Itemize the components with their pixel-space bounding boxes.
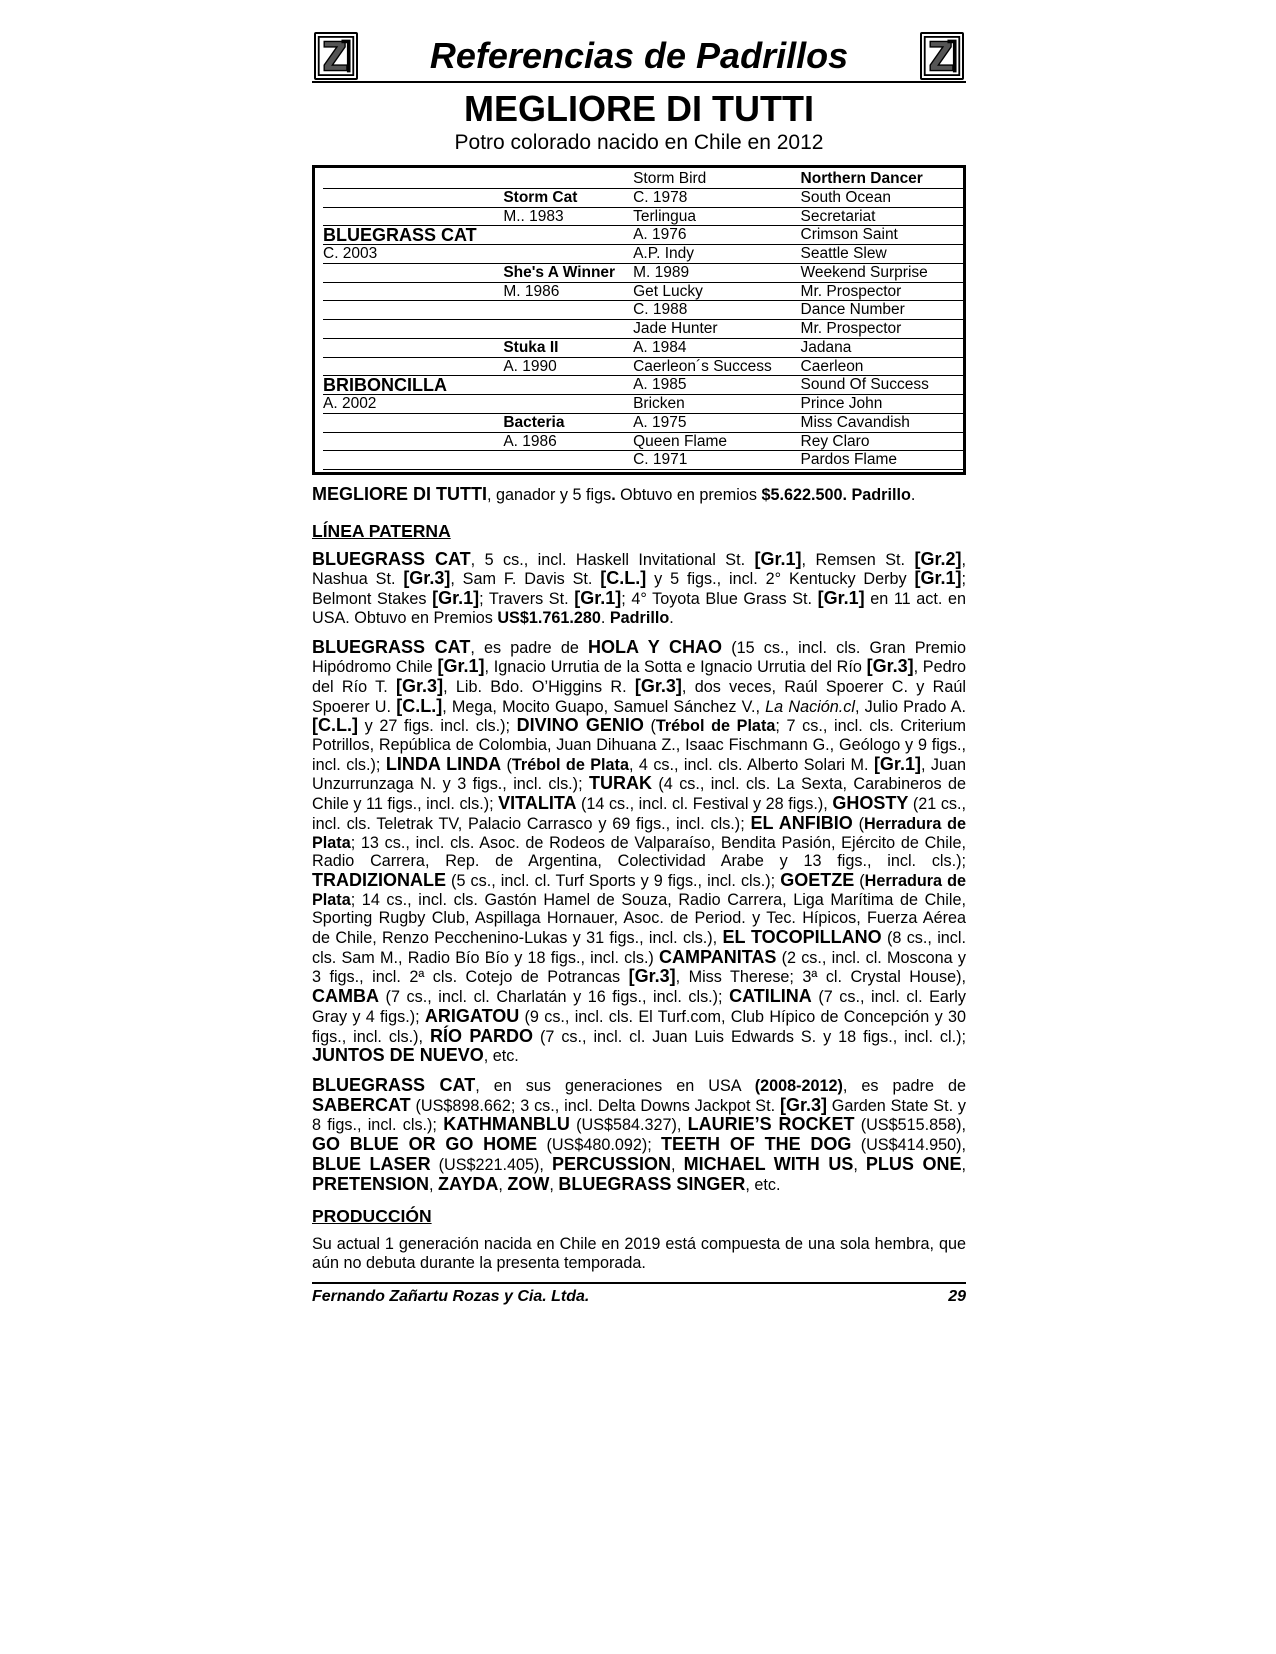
text: ; Belmont Stakes [312, 570, 966, 609]
pedigree-row [323, 245, 963, 264]
pedigree-cell [323, 339, 503, 358]
text: en 11 act. en USA. Obtuvo en Premios [312, 590, 966, 627]
pedigree-row [323, 301, 963, 320]
offspring-name: BLUEGRASS CAT [312, 636, 471, 657]
summary-text: , ganador y 5 figs [487, 486, 612, 504]
offspring-name: EL TOCOPILLANO [722, 927, 882, 948]
page-header [312, 30, 966, 86]
text: , etc. [745, 1175, 781, 1194]
pedigree-cell [323, 414, 503, 433]
pedigree-cell: BRIBONCILLA [323, 376, 503, 395]
pedigree-cell: Mr. Prospector [801, 320, 963, 339]
pedigree-cell [323, 320, 503, 339]
pedigree-row [323, 395, 963, 414]
text: ( [501, 755, 512, 774]
text: (15 cs., incl. cls. Gran Premio Hipódromo Chile [312, 638, 966, 677]
paternal-paragraph-2 [312, 638, 966, 1066]
pedigree-cell: M.. 1983 [503, 208, 633, 227]
text: , Mega, Mocito Guapo, Samuel Sánchez V., [442, 697, 766, 716]
bold-text: Herradura de Plata [312, 814, 967, 852]
pedigree-cell: Weekend Surprise [801, 264, 963, 283]
text: , dos veces, Raúl Spoerer C. y Raúl Spoerer U. [312, 677, 966, 716]
offspring-name: MICHAEL WITH US [683, 1153, 854, 1174]
pedigree-cell: A. 1986 [503, 433, 633, 452]
pedigree-cell [323, 189, 503, 208]
pedigree-cell [323, 208, 503, 227]
text: . [669, 608, 674, 627]
pedigree-cell: M. 1989 [633, 264, 800, 283]
offspring-name: TEETH OF THE DOG [661, 1134, 852, 1155]
paternal-paragraph-1 [312, 550, 966, 628]
pedigree-cell: Storm Cat [503, 189, 633, 208]
offspring-name: PERCUSSION [551, 1153, 672, 1174]
pedigree-row [323, 414, 963, 433]
offspring-name: PRETENSION [312, 1173, 430, 1194]
offspring-name: GHOSTY [832, 793, 909, 814]
pedigree-cell: A.P. Indy [633, 245, 800, 264]
text: (US$221.405), [430, 1155, 552, 1174]
offspring-name: PLUS ONE [865, 1153, 962, 1174]
pedigree-row [323, 264, 963, 283]
grade-badge: [Gr.1] [914, 568, 962, 589]
text: ( [643, 717, 656, 736]
offspring-name: EL ANFIBIO [750, 812, 853, 833]
text: Garden State St. y 8 figs., incl. cls.); [312, 1096, 967, 1135]
pedigree-cell: A. 2002 [323, 395, 503, 414]
text: , es padre de [470, 638, 589, 657]
summary-amount: $5.622.500. Padrillo [761, 486, 911, 504]
pedigree-cell: South Ocean [801, 189, 963, 208]
text: , Lib. Bdo. O’Higgins R. [443, 677, 635, 696]
pedigree-cell: A. 1990 [503, 358, 633, 377]
pedigree-cell: Pardos Flame [801, 451, 963, 470]
pedigree-cell [503, 170, 633, 189]
grade-badge: [Gr.3] [634, 675, 682, 696]
pedigree-cell: Bacteria [503, 414, 633, 433]
text: , Juan Unzurrunzaga N. y 3 figs., incl. cls.); [312, 755, 966, 794]
pedigree-cell: Terlingua [633, 208, 800, 227]
pedigree-cell [503, 245, 633, 264]
pedigree-cell: C. 1978 [633, 189, 800, 208]
grade-badge: [Gr.3] [628, 966, 676, 987]
pedigree-cell: Jade Hunter [633, 320, 800, 339]
offspring-name: TRADIZIONALE [312, 869, 446, 890]
pedigree-row [323, 320, 963, 339]
offspring-name: JUNTOS DE NUEVO [312, 1045, 484, 1066]
text: ; 14 cs., incl. cls. Gastón Hamel de Souza, Radio Carrera, Liga Marítima de Chile, Sporting Rugby Club, Aspillaga Hornauer, Asoc. de Period. y Tec. Hípicos, Fuerza Aérea de Chile, Renzo Pecchenino-Lukas y 31 figs., incl. cls.), [312, 890, 966, 948]
text: (14 cs., incl. cl. Festival y 28 figs.), [576, 795, 833, 814]
offspring-name: KATHMANBLU [443, 1114, 570, 1135]
grade-badge: [Gr.3] [403, 568, 451, 589]
pedigree-cell: Miss Cavandish [801, 414, 963, 433]
text: , Nashua St. [312, 550, 966, 589]
text: , [498, 1175, 508, 1194]
bold-text: Herradura de Plata [312, 871, 966, 909]
italic-text: La Nación.cl [765, 697, 855, 716]
header-title: Referencias de Padrillos [429, 35, 849, 76]
offspring-name: ZAYDA [438, 1173, 499, 1194]
section-heading-production: PRODUCCIÓN [312, 1206, 432, 1227]
pedigree-cell: Bricken [633, 395, 800, 414]
text: , en sus generaciones en USA [475, 1076, 755, 1095]
text: , etc. [483, 1047, 519, 1066]
offspring-name: GO BLUE OR GO HOME [312, 1134, 538, 1155]
offspring-name: VITALITA [498, 793, 577, 814]
pedigree-row [323, 283, 963, 302]
page-number: 29 [948, 1287, 966, 1305]
text: ; 13 cs., incl. cls. Asoc. de Rodeos de Valparaíso, Bendita Pasión, Ejército de Chile, Radio Carrera, Rep. de Argentina, Colectividad Arabe y 13 figs., incl. cls.); [312, 833, 966, 871]
pedigree-cell: She's A Winner [503, 264, 633, 283]
pedigree-cell [503, 395, 633, 414]
logo-icon [920, 32, 964, 80]
offspring-name: BLUEGRASS SINGER [558, 1173, 746, 1194]
grade-badge: [Gr.1] [437, 656, 485, 677]
pedigree-cell: Jadana [801, 339, 963, 358]
status-label: Padrillo [609, 608, 670, 627]
pedigree-row [323, 451, 963, 470]
bold-text: Trébol de Plata [511, 755, 629, 774]
text: (US$480.092); [537, 1136, 662, 1155]
pedigree-cell: Get Lucky [633, 283, 800, 302]
offspring-name: BLUEGRASS CAT [312, 1074, 476, 1095]
pedigree-table [312, 165, 966, 475]
text: (US$515.858), [854, 1116, 966, 1135]
pedigree-cell: Seattle Slew [801, 245, 963, 264]
pedigree-cell: Dance Number [801, 301, 963, 320]
page [312, 30, 966, 1306]
pedigree-cell [323, 358, 503, 377]
pedigree-cell [503, 376, 633, 395]
text: (US$584.327), [569, 1116, 688, 1135]
grade-badge: [Gr.1] [432, 588, 480, 609]
text: , Julio Prado A. [854, 697, 966, 716]
grade-badge: [Gr.3] [396, 675, 444, 696]
pedigree-cell: Prince John [801, 395, 963, 414]
offspring-name: GOETZE [780, 869, 855, 890]
text: ( [852, 814, 864, 833]
text: , Ignacio Urrutia de la Sotta e Ignacio Urrutia del Río [484, 658, 867, 677]
text: , 4 cs., incl. cls. Alberto Solari M. [628, 755, 874, 774]
pedigree-cell: C. 2003 [323, 245, 503, 264]
text: (7 cs., incl. cl. Early Gray y 4 figs.); [312, 988, 967, 1026]
text: ; 7 cs., incl. cls. Criterium Potrillos, República de Colombia, Juan Dihuana Z., Isaac Fischmann G., Geólogo y 9 figs., incl. cls.); [312, 717, 967, 774]
offspring-name: DIVINO GENIO [516, 715, 644, 736]
offspring-name: ARIGATOU [424, 1005, 520, 1026]
grade-badge: [Gr.3] [866, 656, 914, 677]
grade-badge: [C.L.] [396, 695, 443, 716]
text: (4 cs., incl. cls. La Sexta, Carabineros de Chile y 11 figs., incl. cls.); [312, 775, 966, 814]
grade-badge: [C.L.] [600, 568, 647, 589]
grade-badge: [Gr.1] [873, 753, 921, 774]
summary-text: Obtuvo en premios [615, 486, 762, 504]
pedigree-cell: A. 1984 [633, 339, 800, 358]
pedigree-cell: Queen Flame [633, 433, 800, 452]
pedigree-cell: Sound Of Success [801, 376, 963, 395]
pedigree-row [323, 189, 963, 208]
pedigree-cell: Crimson Saint [801, 226, 963, 245]
pedigree-cell [323, 170, 503, 189]
pedigree-cell [503, 451, 633, 470]
text: ; 4° Toyota Blue Grass St. [621, 590, 818, 609]
pedigree-cell: C. 1971 [633, 451, 800, 470]
offspring-name: LINDA LINDA [385, 753, 502, 774]
offspring-name: RÍO PARDO [429, 1025, 534, 1046]
pedigree-row [323, 226, 963, 245]
offspring-name: HOLA Y CHAO [588, 636, 723, 657]
grade-badge: [Gr.1] [574, 588, 622, 609]
text: (9 cs., incl. cls. El Turf.com, Club Hípico de Concepción y 30 figs., incl. cls.), [312, 1007, 966, 1046]
pedigree-cell [323, 283, 503, 302]
earnings: US$1.761.280 [497, 608, 601, 627]
bold-text: Trébol de Plata [655, 717, 776, 736]
text: y 5 figs., incl. 2° Kentucky Derby [646, 570, 915, 589]
pedigree-cell: Secretariat [801, 208, 963, 227]
text: , Pedro del Río T. [312, 658, 966, 696]
text: , Miss Therese; 3ª cl. Crystal House), [675, 968, 966, 987]
pedigree-row [323, 376, 963, 395]
text: , [671, 1155, 684, 1174]
offspring-name: LAURIE’S ROCKET [687, 1114, 855, 1135]
bold-text: (2008-2012) [754, 1076, 843, 1095]
pedigree-cell: Rey Claro [801, 433, 963, 452]
offspring-name: CAMPANITAS [659, 946, 777, 967]
pedigree-cell [323, 301, 503, 320]
sire-name: BLUEGRASS CAT [312, 548, 471, 569]
text: , 5 cs., incl. Haskell Invitational St. [470, 550, 755, 569]
horse-subtitle: Potro colorado nacido en Chile en 2012 [454, 131, 824, 154]
summary-dot: . [611, 486, 616, 504]
pedigree-cell [323, 451, 503, 470]
offspring-name: SABERCAT [312, 1094, 411, 1115]
text: y 27 figs. incl. cls.); [357, 717, 517, 736]
text: (7 cs., incl. cl. Juan Luis Edwards S. y 18 figs., incl. cl.); [533, 1027, 966, 1046]
text: , Remsen St. [801, 550, 915, 569]
pedigree-cell: Stuka II [503, 339, 633, 358]
page-footer [312, 1282, 966, 1306]
text: (21 cs., incl. cls. Teletrak TV, Palacio Carrasco y 69 figs., incl. cls.); [312, 795, 966, 833]
pedigree-row [323, 170, 963, 189]
text: , es padre de [842, 1076, 966, 1095]
offspring-name: CATILINA [729, 986, 812, 1007]
header-divider [312, 81, 966, 83]
text: (US$414.950), [851, 1136, 966, 1155]
offspring-name: TURAK [588, 773, 652, 794]
pedigree-cell: A. 1976 [633, 226, 800, 245]
text: (US$898.662; 3 cs., incl. Delta Downs Jackpot St. [410, 1096, 780, 1115]
grade-badge: [Gr.1] [754, 548, 802, 569]
section-heading-paternal: LÍNEA PATERNA [312, 520, 451, 541]
pedigree-row [323, 358, 963, 377]
text: (2 cs., incl. cl. Moscona y 3 figs., incl. 2ª cls. Cotejo de Potrancas [312, 948, 966, 987]
pedigree-cell: A. 1975 [633, 414, 800, 433]
text: ; Travers St. [479, 590, 575, 609]
production-paragraph: Su actual 1 generación nacida en Chile en 2019 está compuesta de una sola hembra, que aún no debuta durante la presenta temporada. [312, 1235, 966, 1272]
footer-company: Fernando Zañartu Rozas y Cia. Ltda. [312, 1287, 590, 1305]
pedigree-cell: C. 1988 [633, 301, 800, 320]
text: , [549, 1175, 559, 1194]
pedigree-cell [503, 320, 633, 339]
pedigree-cell: Caerleon [801, 358, 963, 377]
pedigree-cell: Storm Bird [633, 170, 800, 189]
text: , [853, 1155, 866, 1174]
offspring-name: BLUE LASER [312, 1153, 431, 1174]
grade-badge: [C.L.] [312, 715, 358, 736]
text: (5 cs., incl. cl. Turf Sports y 9 figs., incl. cls.); [446, 871, 781, 890]
summary-horse-name: MEGLIORE DI TUTTI [312, 484, 487, 504]
grade-badge: [Gr.3] [779, 1094, 827, 1115]
text: , [961, 1155, 966, 1174]
summary-text: . [910, 486, 916, 504]
text: (8 cs., incl. cls. Sam M., Radio Bío Bío y 18 figs., incl. cls.) [312, 929, 966, 967]
grade-badge: [Gr.1] [817, 588, 865, 609]
pedigree-cell [323, 433, 503, 452]
pedigree-cell: M. 1986 [503, 283, 633, 302]
pedigree-row [323, 208, 963, 227]
offspring-name: ZOW [507, 1173, 550, 1194]
offspring-name: CAMBA [312, 986, 379, 1007]
summary-paragraph [312, 485, 966, 505]
pedigree-cell: Mr. Prospector [801, 283, 963, 302]
text: ( [854, 871, 865, 890]
text: , Sam F. Davis St. [450, 570, 601, 589]
horse-name: MEGLIORE DI TUTTI [464, 88, 814, 129]
pedigree-row [323, 433, 963, 452]
pedigree-row [323, 339, 963, 358]
text: (7 cs., incl. cl. Charlatán y 16 figs., incl. cls.); [379, 988, 730, 1007]
pedigree-cell [503, 301, 633, 320]
text: . [600, 608, 610, 627]
text: , [429, 1175, 439, 1194]
pedigree-cell: BLUEGRASS CAT [323, 226, 503, 245]
grade-badge: [Gr.2] [914, 548, 962, 569]
pedigree-cell: A. 1985 [633, 376, 800, 395]
paternal-paragraph-3 [312, 1076, 966, 1194]
pedigree-cell: Caerleon´s Success [633, 358, 800, 377]
pedigree-cell: Northern Dancer [801, 170, 963, 189]
pedigree-cell [323, 264, 503, 283]
pedigree-cell [503, 226, 633, 245]
